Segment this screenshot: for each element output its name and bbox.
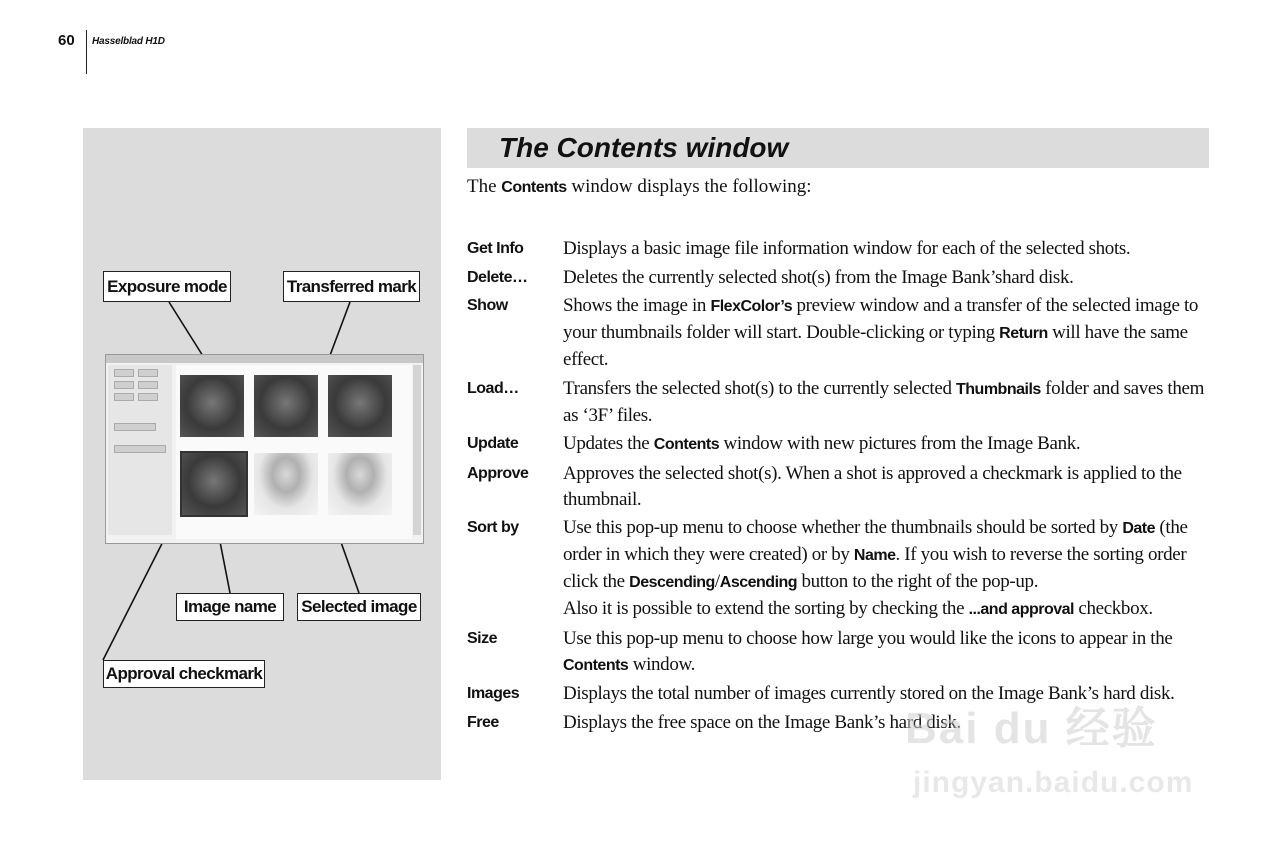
- desc-text: preview window and a transfer of the selected image to your thumbnails folder will start. Double-clicking or typing: [563, 295, 1199, 343]
- window-scrollbar: [413, 365, 421, 535]
- header-divider: [86, 30, 87, 74]
- watermark-logo: Bai du 经验: [905, 704, 1158, 753]
- thumbnail: [254, 453, 318, 515]
- desc-text: Updates the: [563, 433, 654, 454]
- desc-keyword: ...and approval: [968, 601, 1074, 618]
- description: [563, 376, 1211, 429]
- contents-window-screenshot: [105, 354, 424, 544]
- desc-keyword: Contents: [653, 436, 720, 453]
- definition-delete: [467, 265, 1211, 291]
- desc-text: Use this pop-up menu to choose how large you would like the icons to appear in the: [563, 627, 1173, 649]
- desc-text: window with new pictures from the Image Bank.: [719, 433, 1081, 454]
- desc-keyword: Ascending: [719, 574, 798, 591]
- term: Sort by: [467, 519, 519, 536]
- description: [563, 626, 1211, 679]
- sidebar-button: [138, 369, 158, 377]
- callout-selected-image: Selected image: [297, 593, 421, 621]
- desc-text: folder and saves them as ‘3F’ files.: [563, 377, 1205, 426]
- desc-text: /: [714, 571, 720, 592]
- term: Size: [467, 629, 498, 647]
- term: Approve: [467, 464, 529, 482]
- section-title: The Contents window: [499, 132, 789, 163]
- intro-text: window displays the following:: [566, 176, 812, 197]
- term: Load…: [467, 379, 519, 397]
- description: [563, 293, 1211, 373]
- desc-keyword: Thumbnails: [956, 380, 1041, 398]
- desc-text: Use this pop-up menu to choose whether the thumbnails should be sorted by: [563, 517, 1123, 538]
- thumbnail: [328, 375, 392, 437]
- desc-text: Also it is possible to extend the sorting by checking the: [563, 598, 969, 619]
- definition-list: [467, 236, 1211, 738]
- sort-by-extra-note: [563, 596, 1211, 623]
- desc-text: window.: [628, 653, 696, 675]
- definition-load: [467, 376, 1211, 429]
- sidebar-popup: [114, 445, 166, 453]
- desc-keyword: Date: [1122, 520, 1156, 537]
- definition-get-info: [467, 236, 1211, 262]
- desc-text: Transfers the selected shot(s) to the currently selected: [563, 377, 956, 399]
- sidebar-button: [138, 381, 158, 389]
- definition-update: [467, 431, 1211, 458]
- sidebar-button: [114, 369, 134, 377]
- callout-exposure-mode: Exposure mode: [103, 271, 231, 302]
- description: Displays the total number of images currently stored on the Image Bank’s hard disk.: [563, 683, 1175, 704]
- desc-text: . If you wish to reverse the sorting order click the: [563, 544, 1187, 592]
- thumbnail: [254, 375, 318, 437]
- desc-text: button to the right of the pop-up.: [797, 571, 1039, 592]
- description: [563, 515, 1211, 596]
- desc-text: (the order in which they were created) or by: [563, 517, 1188, 565]
- window-sidebar: [108, 365, 172, 535]
- term: Update: [467, 435, 519, 452]
- watermark-url: jingyan.baidu.com: [913, 766, 1194, 799]
- term: Free: [467, 713, 499, 731]
- term: Delete…: [467, 268, 528, 286]
- sidebar-button: [138, 393, 158, 401]
- description: [563, 431, 1211, 458]
- intro-keyword: Contents: [501, 179, 567, 196]
- desc-text: Shows the image in: [563, 295, 711, 316]
- term: Images: [467, 685, 520, 702]
- figure-panel: [83, 128, 441, 780]
- thumbnail: [180, 375, 244, 437]
- desc-keyword: Descending: [629, 574, 715, 591]
- sidebar-popup: [114, 423, 156, 431]
- definition-show: [467, 293, 1211, 373]
- definition-sort-by: [467, 515, 1211, 596]
- thumbnail: [328, 453, 392, 515]
- callout-approval-checkmark: Approval checkmark: [103, 660, 265, 688]
- desc-keyword: Return: [999, 325, 1048, 342]
- definition-approve: [467, 461, 1211, 513]
- page-number: 60: [58, 32, 75, 49]
- description: Deletes the currently selected shot(s) from the Image Bank’shard disk.: [563, 266, 1074, 288]
- thumbnail-grid: [176, 365, 412, 539]
- book-title: Hasselblad H1D: [92, 36, 165, 47]
- desc-keyword: Contents: [563, 656, 629, 674]
- callout-image-name: Image name: [176, 593, 284, 621]
- desc-keyword: FlexColor’s: [710, 298, 793, 315]
- description: Displays a basic image file information window for each of the selected shots.: [563, 238, 1131, 259]
- description: Displays the free space on the Image Bank’s hard disk.: [563, 711, 961, 733]
- term: Get Info: [467, 240, 524, 257]
- callout-transferred-mark: Transferred mark: [283, 271, 420, 302]
- section-heading-bar: [467, 128, 1209, 168]
- desc-keyword: Name: [853, 547, 896, 564]
- window-title-bar: [106, 355, 423, 363]
- thumbnail: [182, 453, 246, 515]
- desc-text: will have the same effect.: [563, 322, 1188, 370]
- baidu-watermark: [905, 692, 1205, 812]
- sidebar-button: [114, 393, 134, 401]
- definition-size: [467, 626, 1211, 679]
- desc-text: checkbox.: [1073, 598, 1153, 619]
- intro-text: The: [467, 176, 502, 197]
- description: Approves the selected shot(s). When a shot is approved a checkmark is applied to the thumbnail.: [563, 462, 1182, 510]
- term: Show: [467, 297, 508, 314]
- intro-paragraph: [467, 176, 812, 198]
- sidebar-button: [114, 381, 134, 389]
